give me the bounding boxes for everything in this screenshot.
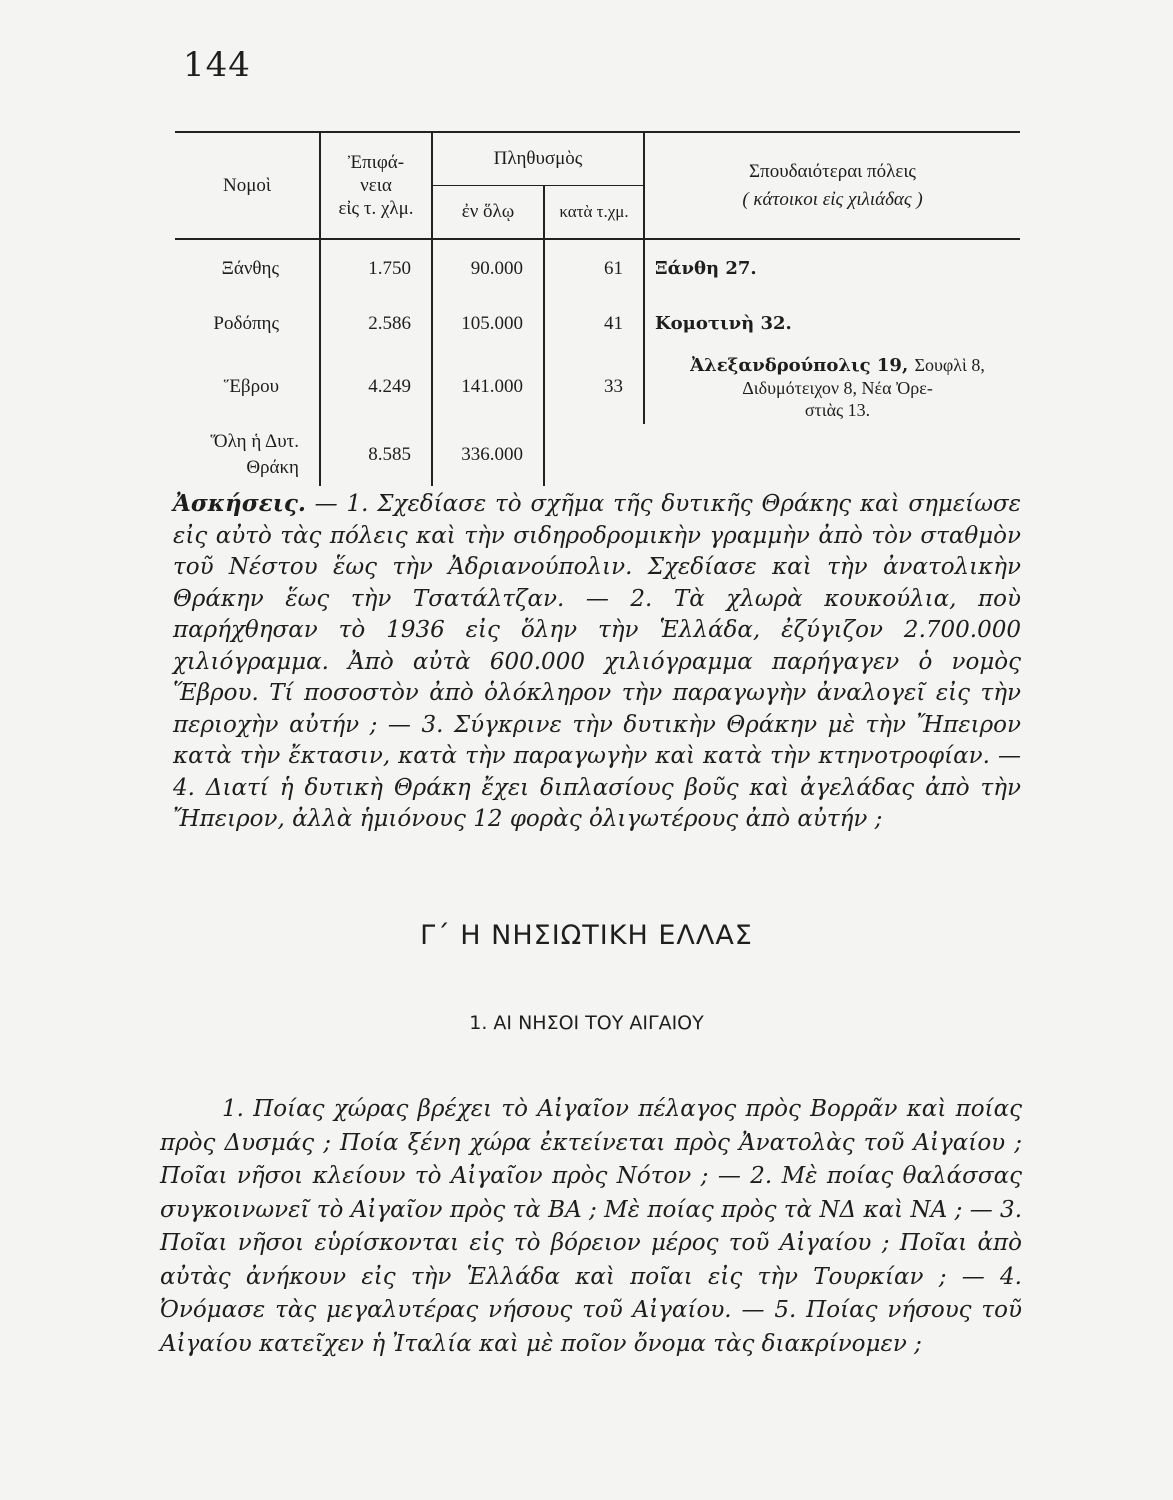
population-density: 33 — [544, 350, 644, 424]
exercises-text: — 1. Σχεδίασε τὸ σχῆμα τῆς δυτικῆς Θράκης καὶ σημείωσε εἰς αὐτὸ τὰς πόλεις καὶ τὴν σιδηροδρομικὴν γραμμὴν ἀπὸ τὸν σταθμὸν τοῦ Νέστου ἕως τὴν Ἀδριανούπολιν. Σχεδίασε καὶ τὴν ἀνατολικὴν Θράκην ἕως τὴν Τσατάλτζαν. — 2. Τὰ χλωρὰ κουκούλια, ποὺ παρήχθησαν τὸ 1936 εἰς ὅλην τὴν Ἑλλάδα, ἐζύγιζον 2.700.000 χιλιόγραμμα. Ἀπὸ αὐτὰ 600.000 χιλιόγραμμα παρήγαγεν ὁ νομὸς Ἕβρου. Τί ποσοστὸν ἀπὸ ὁλόκληρον τὴν παραγωγὴν ἀναλογεῖ εἰς τὴν περιοχὴν αὐτήν ; — 3. Σύγκρινε τὴν δυτικὴν Θράκην μὲ τὴν Ἤπειρον κατὰ τὴν ἔκτασιν, κατὰ τὴν παραγωγὴν καὶ κατὰ τὴν κτηνοτροφίαν. — 4. Διατί ἡ δυτικὴ Θράκη ἔχει διπλασίους βοῦς καὶ ἀγελάδας ἀπὸ τὴν Ἤπειρον, ἀλλὰ ἡμιόνους 12 φορὰς ὀλιγωτέρους ἀπὸ αὐτήν ; — [173, 491, 1021, 832]
population-density — [544, 424, 644, 486]
page-number: 144 — [183, 45, 251, 85]
area-value: 4.249 — [320, 350, 432, 424]
nomos-name: Ὅλη ἡ Δυτ. Θράκη — [210, 431, 299, 478]
nomos-name: Ροδόπης — [213, 313, 279, 334]
population-total: 90.000 — [432, 239, 544, 298]
table-row — [175, 298, 1020, 350]
area-value: 8.585 — [320, 424, 432, 486]
main-cities: Ξάνθη 27. — [644, 239, 1020, 298]
exercises-paragraph — [173, 488, 1021, 836]
main-cities — [644, 424, 1020, 486]
section-title: Γ΄ Η ΝΗΣΙΩΤΙΚΗ ΕΛΛΑΣ — [420, 920, 753, 951]
header-pop-total: ἐν ὅλῳ — [432, 186, 544, 240]
table-row — [175, 350, 1020, 424]
questions-paragraph: 1. Ποίας χώρας βρέχει τὸ Αἰγαῖον πέλαγος πρὸς Βορρᾶν καὶ ποίας πρὸς Δυσμάς ; Ποία ξένη χώρα ἐκτείνεται πρὸς Ἀνατολὰς τοῦ Αἰγαίου ; Ποῖαι νῆσοι κλείουν τὸ Αἰγαῖον πρὸς Νότον ; — 2. Μὲ ποίας θαλάσσας συγκοινωνεῖ τὸ Αἰγαῖον πρὸς τὰ ΒΑ ; Μὲ ποίας πρὸς τὰ ΝΔ καὶ ΝΑ ; — 3. Ποῖαι νῆσοι εὑρίσκονται εἰς τὸ βόρειον μέρος τοῦ Αἰγαίου ; Ποῖαι ἀπὸ αὐτὰς ἀνήκουν εἰς τὴν Ἑλλάδα καὶ ποῖαι εἰς τὴν Τουρκίαν ; — 4. Ὀνόμασε τὰς μεγαλυτέρας νήσους τοῦ Αἰγαίου. — 5. Ποίας νήσους τοῦ Αἰγαίου κατεῖχεν ἡ Ἰταλία καὶ μὲ ποῖον ὄνομα τὰς διακρίνομεν ; — [160, 1096, 1022, 1357]
main-cities: Ἀλεξανδρούπολις 19, Σουφλὶ 8, Διδυμότειχον 8, Νέα Ὀρε- στιὰς 13. — [644, 350, 1020, 424]
exercises-lead: Ἀσκήσεις. — [173, 490, 306, 517]
population-total: 141.000 — [432, 350, 544, 424]
main-cities: Κομοτινὴ 32. — [644, 298, 1020, 350]
population-density: 61 — [544, 239, 644, 298]
header-cities: Σπουδαιότεραι πόλεις ( κάτοικοι εἰς χιλιάδας ) — [644, 133, 1020, 239]
header-area: Ἐπιφά- νεια εἰς τ. χλμ. — [320, 133, 432, 239]
population-density: 41 — [544, 298, 644, 350]
subsection-title: 1. ΑΙ ΝΗΣΟΙ ΤΟΥ ΑΙΓΑΙΟΥ — [469, 1012, 704, 1034]
header-pop-density: κατὰ τ.χμ. — [544, 186, 644, 240]
thrace-statistics-table — [175, 133, 1020, 486]
nomos-name: Ἕβρου — [223, 376, 279, 397]
header-nomoi: Νομοὶ — [175, 133, 320, 239]
area-value: 2.586 — [320, 298, 432, 350]
table-row — [175, 239, 1020, 298]
population-total: 336.000 — [432, 424, 544, 486]
nomos-name: Ξάνθης — [221, 258, 279, 279]
table-row-total — [175, 424, 1020, 486]
header-population: Πληθυσμὸς — [432, 133, 644, 186]
population-total: 105.000 — [432, 298, 544, 350]
area-value: 1.750 — [320, 239, 432, 298]
